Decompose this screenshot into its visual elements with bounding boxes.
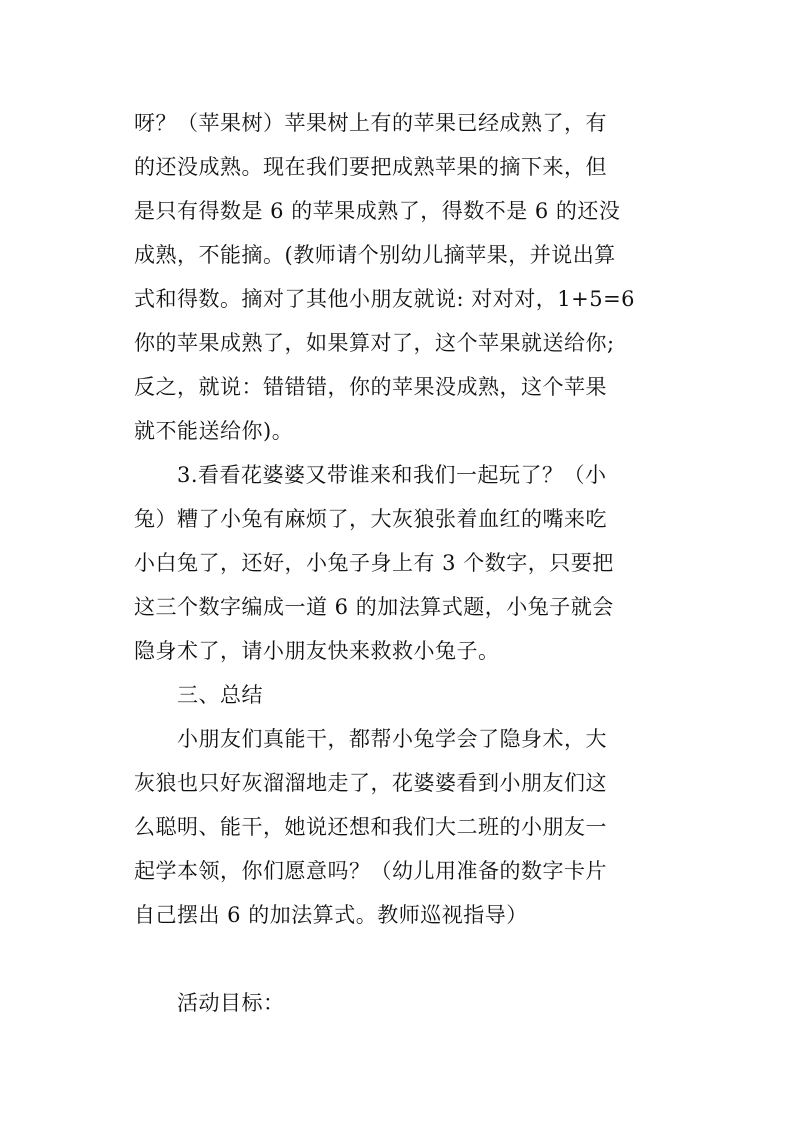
paragraph-line: 的还没成熟。现在我们要把成熟苹果的摘下来，但 <box>134 155 607 179</box>
paragraph-line: 这三个数字编成一道 6 的加法算式题，小兔子就会 <box>134 595 614 619</box>
paragraph-line: 3.看看花婆婆又带谁来和我们一起玩了？（小 <box>177 463 607 487</box>
paragraph-line: 呀？（苹果树）苹果树上有的苹果已经成熟了，有 <box>134 111 607 135</box>
section-heading: 活动目标： <box>177 991 285 1015</box>
section-heading: 三、总结 <box>177 683 263 707</box>
paragraph-line: 么聪明、能干，她说还想和我们大二班的小朋友一 <box>134 815 607 839</box>
paragraph-line: 是只有得数是 6 的苹果成熟了，得数不是 6 的还没 <box>134 199 621 223</box>
paragraph-line: 小朋友们真能干，都帮小兔学会了隐身术，大 <box>177 727 607 751</box>
paragraph-line: 式和得数。摘对了其他小朋友就说: 对对对，1+5=6 <box>134 287 636 311</box>
paragraph-line: 成熟，不能摘。(教师请个别幼儿摘苹果，并说出算 <box>134 243 616 267</box>
paragraph-line: 灰狼也只好灰溜溜地走了，花婆婆看到小朋友们这 <box>134 771 607 795</box>
paragraph-line: 自己摆出 6 的加法算式。教师巡视指导） <box>134 903 528 927</box>
paragraph-line: 兔）糟了小兔有麻烦了，大灰狼张着血红的嘴来吃 <box>134 507 607 531</box>
paragraph-line: 反之，就说：错错错，你的苹果没成熟，这个苹果 <box>134 375 607 399</box>
paragraph-line: 就不能送给你)。 <box>134 419 294 443</box>
paragraph-line: 你的苹果成熟了，如果算对了，这个苹果就送给你; <box>134 331 615 355</box>
paragraph-line: 小白兔了，还好，小兔子身上有 3 个数字，只要把 <box>134 551 614 575</box>
paragraph-line: 隐身术了，请小朋友快来救救小兔子。 <box>134 639 500 663</box>
paragraph-line: 起学本领，你们愿意吗？（幼儿用准备的数字卡片 <box>134 859 607 883</box>
